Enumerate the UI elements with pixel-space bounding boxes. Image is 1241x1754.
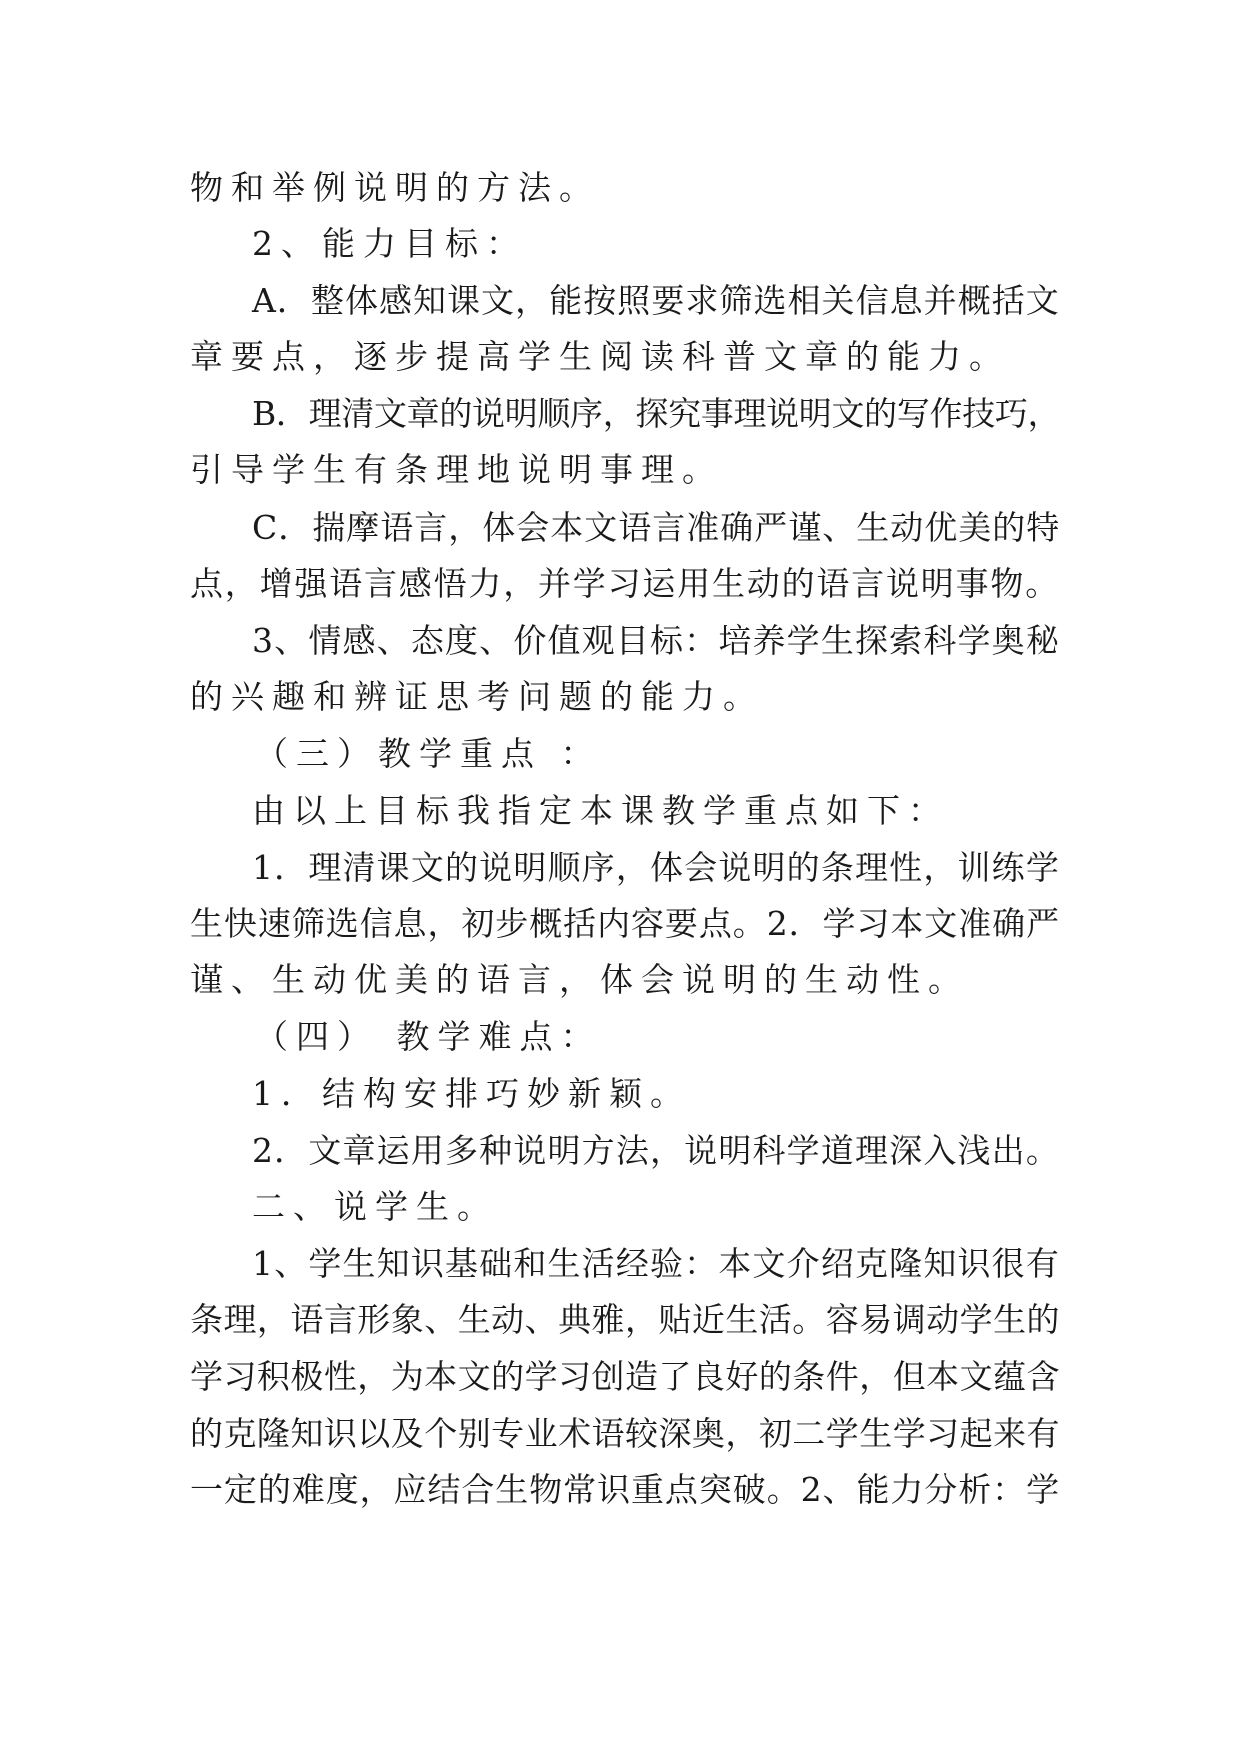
text-line: A．整体感知课文，能按照要求筛选相关信息并概括文 [252, 281, 1060, 320]
text-line: 1、学生知识基础和生活经验：本文介绍克隆知识很有 [252, 1244, 1060, 1283]
text-line: 点，增强语言感悟力，并学习运用生动的语言说明事物。 [190, 564, 1060, 603]
text-line: 1．结构安排巧妙新颖。 [252, 1074, 691, 1113]
text-line: 引导学生有条理地说明事理。 [190, 450, 723, 489]
text-line: 学习积极性，为本文的学习创造了良好的条件，但本文蕴含 [190, 1357, 1060, 1396]
text-line: 2．文章运用多种说明方法，说明科学道理深入浅出。 [252, 1131, 1060, 1170]
text-line: 3、情感、态度、价值观目标：培养学生探索科学奥秘 [252, 621, 1060, 660]
text-line: C．揣摩语言，体会本文语言准确严谨、生动优美的特 [252, 508, 1061, 547]
text-line: 物和举例说明的方法。 [190, 168, 600, 207]
text-line: 的兴趣和辨证思考问题的能力。 [190, 677, 764, 716]
text-line: 的克隆知识以及个别专业术语较深奥，初二学生学习起来有 [190, 1414, 1060, 1453]
section-heading: （三）教学重点 ： [255, 734, 602, 773]
section-heading: 二、说学生。 [252, 1187, 498, 1226]
text-line: 1．理清课文的说明顺序，体会说明的条理性，训练学 [252, 848, 1060, 887]
text-line: 谨、生动优美的语言，体会说明的生动性。 [190, 960, 969, 999]
text-line: 章要点，逐步提高学生阅读科普文章的能力。 [190, 337, 1010, 376]
text-line: 一定的难度，应结合生物常识重点突破。2、能力分析：学 [190, 1470, 1060, 1509]
text-line: B．理清文章的说明顺序，探究事理说明文的写作技巧， [252, 394, 1061, 433]
text-line: 2、能力目标： [252, 224, 527, 263]
text-line: 条理，语言形象、生动、典雅，贴近生活。容易调动学生的 [190, 1300, 1060, 1339]
text-line: 生快速筛选信息，初步概括内容要点。2．学习本文准确严 [190, 904, 1060, 943]
text-line: 由以上目标我指定本课教学重点如下： [252, 791, 949, 830]
section-heading: （四） 教学难点： [255, 1017, 602, 1056]
